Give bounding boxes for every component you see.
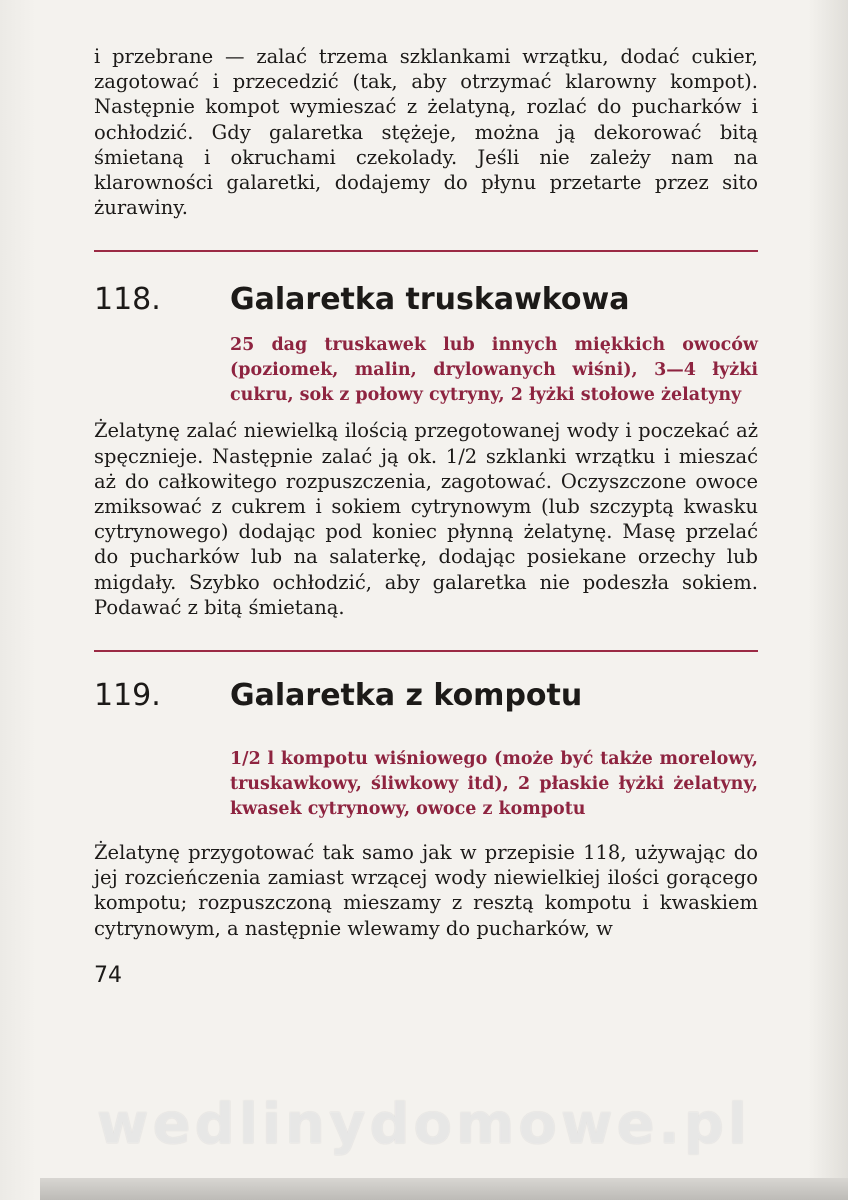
recipe-number: 118. [94, 282, 161, 318]
recipe-instructions: Żelatynę przygotować tak samo jak w przepisie 118, używając do jej rozcieńczenia zamiast wrzącej wody niewielkiej ilości gorącego kompotu; rozpuszczoną mieszamy z resztą kompotu i kwaskiem cytrynowym, a następnie wlewamy do pucharków, w [94, 841, 758, 940]
page-edge-bottom [40, 1178, 848, 1200]
section-divider [94, 250, 758, 252]
recipe-ingredients: 1/2 l kompotu wiśniowego (może być także morelowy, truskawkowy, śliwkowy itd), 2 płaskie łyżki żelatyny, kwasek cytrynowy, owoce z kompotu [230, 749, 758, 820]
intro-paragraph: i przebrane — zalać trzema szklankami wrzątku, dodać cukier, zagotować i przecedzić (tak, aby otrzymać klarowny kompot). Następnie kompot wymieszać z żelatyną, rozlać do pucharków i ochłodzić. Gdy galaretka stężeje, można ją dekorować bitą śmietaną i okruchami czekolady. Jeśli nie zależy nam na klarowności galaretki, dodajemy do płynu przetarte przez sito żurawiny. [94, 45, 758, 220]
recipe-ingredients: 25 dag truskawek lub innych miękkich owoców (poziomek, malin, drylowanych wiśni), 3—4 łyżki cukru, sok z połowy cytryny, 2 łyżki stołowe żelatyny [230, 335, 758, 406]
page-edge-right [808, 0, 848, 1200]
recipe-number: 119. [94, 678, 161, 714]
recipe-instructions: Żelatynę zalać niewielką ilością przegotowanej wody i poczekać aż spęcznieje. Następnie zalać ją ok. 1/2 szklanki wrzątku i mieszać aż do całkowitego rozpuszczenia, zagotować. Oczyszczone owoce zmiksować z cukrem i sokiem cytrynowym (lub szczyptą kwasku cytrynowego) dodając pod koniec płynną żelatynę. Masę przelać do pucharków lub na salaterkę, dodając posiekane orzechy lub migdały. Szybko ochłodzić, aby galaretka nie podeszła sokiem. Podawać z bitą śmietaną. [94, 419, 758, 619]
recipe-title: Galaretka truskawkowa [230, 282, 630, 318]
recipe-heading [94, 282, 758, 317]
page-edge-left [0, 0, 36, 1200]
recipe-title: Galaretka z kompotu [230, 678, 583, 714]
book-page [94, 44, 758, 988]
recipe-heading [94, 678, 758, 713]
section-divider [94, 650, 758, 652]
watermark-text: wedlinydomowe.pl [96, 1092, 752, 1157]
page-number: 74 [94, 962, 122, 988]
